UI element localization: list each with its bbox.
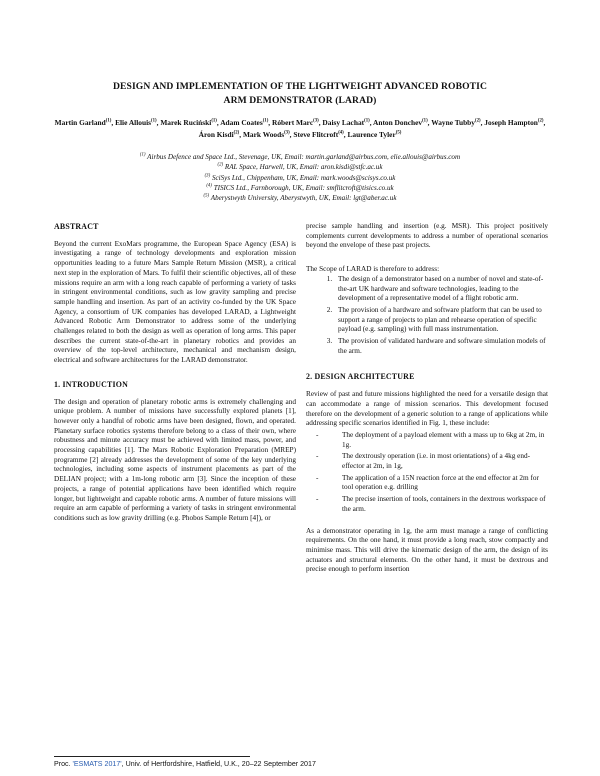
list-item: - The precise insertion of tools, containers in the dextrous workspace of the arm. xyxy=(310,495,548,514)
author: Daisy Lachat$^{(1)}$ xyxy=(322,118,370,127)
title-line-2: ARM DEMONSTRATOR (LARAD) xyxy=(223,95,377,106)
title-line-1: DESIGN AND IMPLEMENTATION OF THE LIGHTWEIGHT ADVANCED ROBOTIC xyxy=(112,81,487,92)
list-item: 2. The provision of a hardware and software platform that can be used to support a range of projects to plan and rehearse operation of specific payload (e.g. sampling) with full mass instrumentation. xyxy=(334,306,548,335)
author: Áron Kisdi$^{(2)}$ xyxy=(198,129,240,139)
right-column xyxy=(306,222,548,575)
list-item: 1. The design of a demonstrator based on a number of novel and state-of-the-art UK hardware and software technologies, leading to the development of a representative model of a flight robotic arm. xyxy=(334,275,548,304)
author: Adam Coates$^{(1)}$ xyxy=(220,118,269,127)
introduction-heading: 1. INTRODUCTION xyxy=(54,379,129,389)
author: Steve Flitcroft$^{(4)}$ xyxy=(293,129,344,139)
affiliation: $^{(3)}$ SciSys Ltd., Chippenham, UK, Email: mark.woods@scisys.co.uk xyxy=(204,173,396,182)
author: Róbert Marc$^{(3)}$ xyxy=(272,118,319,127)
design-text-2: As a demonstrator operating in 1g, the arm must manage a range of conflicting requirements. On the one hand, it must provide a long reach, stow compactly and minimise mass. This will drive the kinematic design of the arm, the design of its actuators and structural elements. On the other hand, it must be dextrous and precise enough to perform insertion xyxy=(306,526,548,574)
author: Marek Ruciński$^{(1)}$ xyxy=(160,118,217,127)
left-column xyxy=(54,222,296,524)
author-list: Martin Garland$^{(1)}$, Elie Allouis$^{(1)}$, Marek Ruciński$^{(1)}$, Adam Coates$^{(1)}$, Róbert Marc$^{(3)}$, Daisy Lachat$^{(1)}$, Anton Donchev$^{(1)}$, Wayne Tubby$^{(2)}$, Joseph Hampton$^{(2)}$, Áron Kisdi$^{(2)}$, Mark Woods$^{(3)}$, Steve Flitcroft$^{(4)}$, Laurence Tyler$^{(5)}$ xyxy=(54,118,546,139)
author: Laurence Tyler$^{(5)}$ xyxy=(347,129,402,139)
scenario-list xyxy=(306,431,548,515)
list-item: 3. The provision of validated hardware and software simulation models of the arm. xyxy=(334,337,548,356)
page-footer: Proc. 'ESMATS 2017', Univ. of Hertfordshire, Hatfield, U.K., 20–22 September 2017 xyxy=(54,760,316,768)
list-item: - The dextrously operation (i.e. in most orientations) of a 4kg end-effector at 2m, in 1g, xyxy=(310,452,548,471)
author: Joseph Hampton$^{(2)}$ xyxy=(484,118,544,127)
abstract-heading: ABSTRACT xyxy=(54,222,99,231)
author: Mark Woods$^{(3)}$ xyxy=(242,129,290,139)
affiliation: $^{(1)}$ Airbus Defence and Space Ltd., Stevenage, UK, Email: martin.garland@airbus.com, elie.allouis@airbus.com xyxy=(139,152,461,161)
list-item: - The application of a 15N reaction force at the end effector at 2m for tool operation e.g. drilling xyxy=(310,474,548,493)
affiliation: $^{(4)}$ TISICS Ltd., Farnborough, UK, Email: smflitcroft@tisics.co.uk xyxy=(206,183,394,192)
affiliation: $^{(5)}$ Aberystwyth University, Aberystwyth, UK, Email: lgt@aber.ac.uk xyxy=(203,193,397,203)
list-item: - The deployment of a payload element with a mass up to 6kg at 2m, in 1g. xyxy=(310,431,548,450)
scope-lead: The Scope of LARAD is therefore to address: xyxy=(306,265,440,274)
author: Martin Garland$^{(1)}$ xyxy=(54,118,112,127)
abstract-text: Beyond the current ExoMars programme, the European Space Agency (ESA) is investigating a range of technology developments and exploration mission opportunities leading to a future Mars Sample Return Mission (MSR), a critical next step in the exploration of Mars. To fulfil their scientific objectives, all of these missions require an arm with a long reach capable of performing a variety of tasks in stringent environmental conditions, such as low gravity sampling and precise sample handling and insertion. As part of an activity co-funded by the UK Space Agency, a consortium of UK companies has developed LARAD, a Lightweight Advanced Robotic Arm Demonstrator to address some of the underlying challenges related to both the design as well as operation of long arms. This paper describes the current state-of-the-art in planetary robotics and provides an overview of the top-level architecture, mechanical and mechanism design, electrical and software architectures for the LARAD demonstrator. xyxy=(54,239,296,365)
scope-list xyxy=(306,275,548,357)
footer-divider xyxy=(54,756,250,757)
design-text: Review of past and future missions highlighted the need for a versatile design that can accommodate a range of mission scenarios. This development focused therefore on the development of a generic solution to a range of applications while addressing specific scenarios identified in Fig. 1, these include: xyxy=(306,390,548,428)
author: Elie Allouis$^{(1)}$ xyxy=(115,118,157,127)
design-heading: 2. DESIGN ARCHITECTURE xyxy=(306,372,415,382)
affiliation: $^{(2)}$ RAL Space, Harwell, UK, Email: aron.kisdi@stfc.ac.uk xyxy=(217,162,383,172)
author: Anton Donchev$^{(1)}$ xyxy=(373,118,428,127)
introduction-text: The design and operation of planetary robotic arms is extremely challenging and unique problem. A number of missions have successfully explored planets [1], however only a handful of robotic arms have been designed, flown, and operated. Planetary surface robotics systems therefore belong to a class of their own, where robustness and minute accuracy must be achieved with limited mass, power, and processing capabilities [1]. The Mars Robotic Exploration Preparation (MREP) programme [2] already addresses the development of some of the key underlying technologies, including some aspects of instrument placements as part of the DELIAN project; with a 1m-long robotic arm [3]. Since the inception of these projects, a range of potential applications have been identified which require longer, but lightweight and capable robotic arms. A number of future missions will require an arm capable of performing a variety of tasks in stringent environmental conditions such as low gravity drilling (e.g. Phobos Sample Return [4]), or xyxy=(54,397,296,522)
introduction-continued-text: precise sample handling and insertion (e.g. MSR). This project positively complements current developments to address a number of operational scenarios beyond the envelope of these past projects. xyxy=(306,222,548,250)
paper-title xyxy=(60,80,540,108)
author: Wayne Tubby$^{(2)}$ xyxy=(431,118,481,127)
affiliation-list xyxy=(60,152,540,203)
conference-link[interactable]: 'ESMATS 2017' xyxy=(72,760,122,768)
